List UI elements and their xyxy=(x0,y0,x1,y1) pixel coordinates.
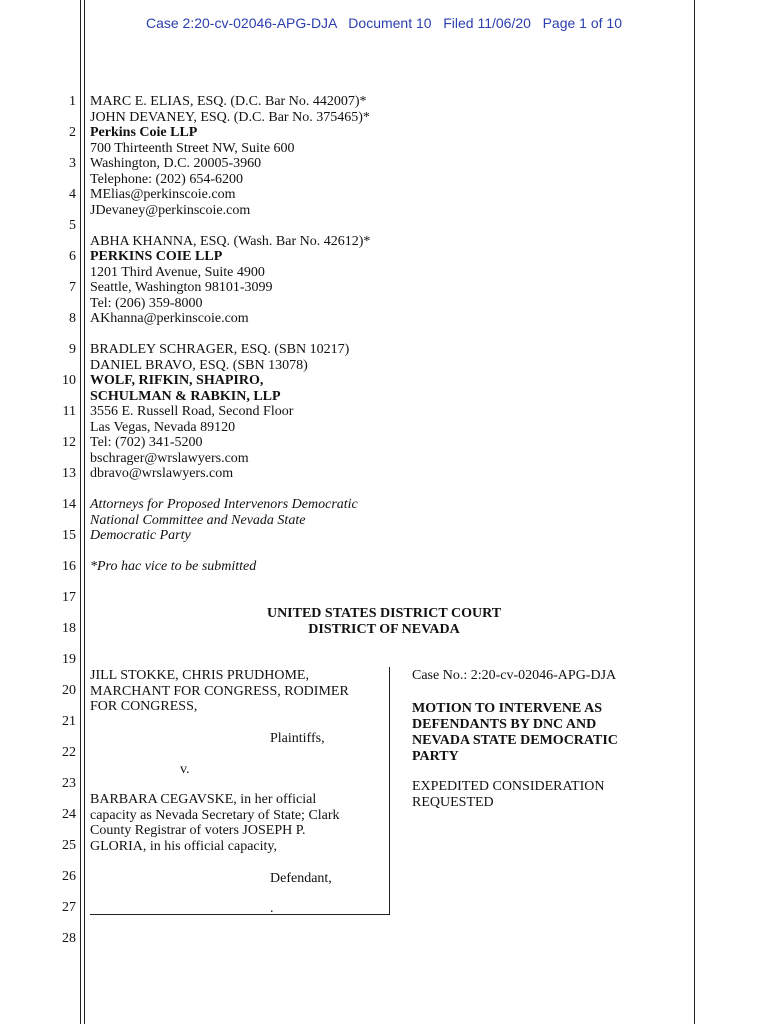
motion-title-line: PARTY xyxy=(412,749,459,764)
line-number: 15 xyxy=(62,528,76,543)
line-number: 2 xyxy=(69,125,76,140)
line-number: 16 xyxy=(62,559,76,574)
line-number: 5 xyxy=(69,218,76,233)
line-number: 10 xyxy=(62,373,76,388)
line-number: 25 xyxy=(62,838,76,853)
counsel-1-firm: Perkins Coie LLP xyxy=(90,125,198,140)
case-number: Case No.: 2:20-cv-02046-APG-DJA xyxy=(412,668,617,683)
line-number: 26 xyxy=(62,869,76,884)
line-number: 18 xyxy=(62,621,76,636)
counsel-3-email: dbravo@wrslawyers.com xyxy=(90,466,234,481)
expedited-line: REQUESTED xyxy=(412,795,494,810)
counsel-2-firm: PERKINS COIE LLP xyxy=(90,249,223,264)
line-number: 8 xyxy=(69,311,76,326)
counsel-3-line: BRADLEY SCHRAGER, ESQ. (SBN 10217) xyxy=(90,342,350,357)
court-district: DISTRICT OF NEVADA xyxy=(308,622,460,637)
motion-title-line: NEVADA STATE DEMOCRATIC xyxy=(412,733,618,748)
caption-divider-vertical xyxy=(389,667,390,915)
counsel-3-firm: SCHULMAN & RABKIN, LLP xyxy=(90,389,281,404)
defendant-line: County Registrar of voters JOSEPH P. xyxy=(90,823,306,838)
defendant-line: capacity as Nevada Secretary of State; Clark xyxy=(90,808,340,823)
line-number: 4 xyxy=(69,187,76,202)
line-number: 13 xyxy=(62,466,76,481)
expedited-line: EXPEDITED CONSIDERATION xyxy=(412,779,605,794)
counsel-1-line: Washington, D.C. 20005-3960 xyxy=(90,156,262,171)
counsel-3-line: Tel: (702) 341-5200 xyxy=(90,435,203,450)
line-number: 11 xyxy=(62,404,76,419)
line-number: 24 xyxy=(62,807,76,822)
defendant-line: BARBARA CEGAVSKE, in her official xyxy=(90,792,317,807)
defendant-label: Defendant, xyxy=(270,871,332,886)
attorneys-for-line: Attorneys for Proposed Intervenors Democratic xyxy=(90,497,358,512)
caption-end-dot: . xyxy=(270,901,274,916)
line-number: 20 xyxy=(62,683,76,698)
counsel-2-line: 1201 Third Avenue, Suite 4900 xyxy=(90,265,265,280)
line-number: 22 xyxy=(62,745,76,760)
line-number: 6 xyxy=(69,249,76,264)
left-margin-rule-inner xyxy=(84,0,85,1024)
right-margin-rule xyxy=(694,0,695,1024)
left-margin-rule-outer xyxy=(80,0,81,1024)
line-number: 23 xyxy=(62,776,76,791)
counsel-1-line: Telephone: (202) 654-6200 xyxy=(90,172,243,187)
counsel-1-line: 700 Thirteenth Street NW, Suite 600 xyxy=(90,141,295,156)
attorneys-for-line: Democratic Party xyxy=(90,528,191,543)
line-number: 1 xyxy=(69,94,76,109)
plaintiffs-line: JILL STOKKE, CHRIS PRUDHOME, xyxy=(90,668,309,683)
counsel-2-line: ABHA KHANNA, ESQ. (Wash. Bar No. 42612)* xyxy=(90,234,371,249)
line-number: 28 xyxy=(62,931,76,946)
plaintiffs-line: FOR CONGRESS, xyxy=(90,699,198,714)
versus: v. xyxy=(180,762,190,777)
counsel-3-line: 3556 E. Russell Road, Second Floor xyxy=(90,404,294,419)
line-number: 19 xyxy=(62,652,76,667)
court-name: UNITED STATES DISTRICT COURT xyxy=(266,606,502,621)
counsel-3-firm: WOLF, RIFKIN, SHAPIRO, xyxy=(90,373,264,388)
counsel-1-line: MARC E. ELIAS, ESQ. (D.C. Bar No. 442007)* xyxy=(90,94,367,109)
line-number: 7 xyxy=(69,280,76,295)
motion-title-line: MOTION TO INTERVENE AS xyxy=(412,701,602,716)
line-number: 14 xyxy=(62,497,76,512)
counsel-3-line: DANIEL BRAVO, ESQ. (SBN 13078) xyxy=(90,358,308,373)
line-number: 9 xyxy=(69,342,76,357)
plaintiffs-label: Plaintiffs, xyxy=(270,731,325,746)
line-number: 17 xyxy=(62,590,76,605)
counsel-1-email: JDevaney@perkinscoie.com xyxy=(90,203,251,218)
caption-divider-horizontal xyxy=(90,914,390,915)
pro-hac-vice-note: *Pro hac vice to be submitted xyxy=(90,559,257,574)
case-header: Case 2:20-cv-02046-APG-DJA Document 10 Filed 11/06/20 Page 1 of 10 xyxy=(145,15,622,31)
line-number: 3 xyxy=(69,156,76,171)
plaintiffs-line: MARCHANT FOR CONGRESS, RODIMER xyxy=(90,684,349,699)
line-number: 12 xyxy=(62,435,76,450)
counsel-3-email: bschrager@wrslawyers.com xyxy=(90,451,249,466)
counsel-2-line: Seattle, Washington 98101-3099 xyxy=(90,280,273,295)
counsel-1-line: JOHN DEVANEY, ESQ. (D.C. Bar No. 375465)* xyxy=(90,110,370,125)
counsel-2-email: AKhanna@perkinscoie.com xyxy=(90,311,249,326)
motion-title-line: DEFENDANTS BY DNC AND xyxy=(412,717,597,732)
line-number: 27 xyxy=(62,900,76,915)
counsel-3-line: Las Vegas, Nevada 89120 xyxy=(90,420,236,435)
defendant-line: GLORIA, in his official capacity, xyxy=(90,839,278,854)
attorneys-for-line: National Committee and Nevada State xyxy=(90,513,306,528)
counsel-1-email: MElias@perkinscoie.com xyxy=(90,187,236,202)
line-number: 21 xyxy=(62,714,76,729)
counsel-2-line: Tel: (206) 359-8000 xyxy=(90,296,203,311)
